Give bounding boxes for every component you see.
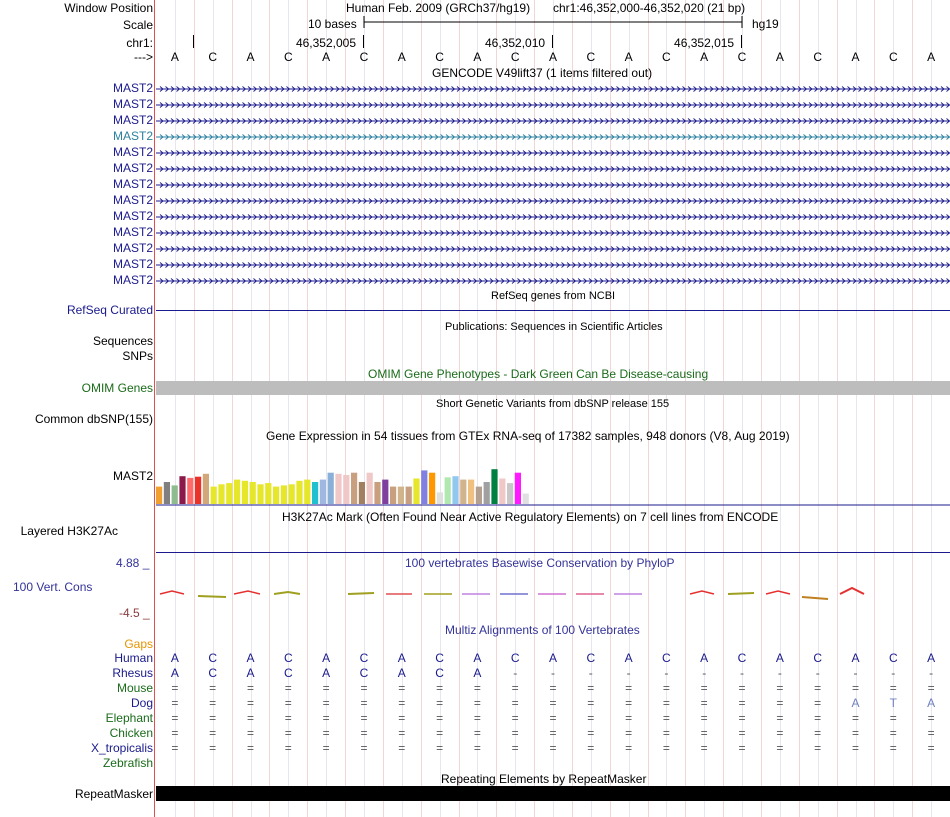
multiz-base: = <box>776 681 784 695</box>
multiz-base: = <box>436 681 444 695</box>
multiz-base: = <box>587 741 595 755</box>
multiz-base: C <box>435 651 444 665</box>
multiz-base: = <box>171 711 179 725</box>
gtex-tissue-bar[interactable] <box>203 474 209 504</box>
multiz-base: A <box>927 696 936 710</box>
multiz-base: = <box>927 711 935 725</box>
phylop-wiggle[interactable] <box>156 580 950 606</box>
multiz-base: C <box>283 666 293 680</box>
sequence-base: C <box>662 50 671 64</box>
multiz-base: A <box>851 696 860 710</box>
h3k27ac-baseline <box>156 552 950 553</box>
repeatmasker-label[interactable]: RepeatMasker <box>74 787 153 801</box>
sequences-label[interactable]: Sequences <box>92 334 153 348</box>
multiz-base: = <box>284 711 292 725</box>
multiz-base: A <box>548 651 557 665</box>
multiz-base: = <box>322 741 330 755</box>
gencode-gene-label[interactable]: MAST2 <box>112 225 153 239</box>
multiz-base: = <box>436 726 444 740</box>
gtex-tissue-bar[interactable] <box>523 494 529 504</box>
multiz-base: = <box>814 681 822 695</box>
multiz-base: = <box>662 741 670 755</box>
sequence-base: A <box>473 50 482 64</box>
multiz-base: = <box>473 681 481 695</box>
sequence-base: A <box>927 50 936 64</box>
sequence-base: A <box>700 50 709 64</box>
multiz-base: = <box>284 696 292 710</box>
refseq-line <box>156 310 950 311</box>
multiz-base: = <box>209 681 217 695</box>
multiz-base: = <box>587 711 595 725</box>
multiz-base: - <box>702 666 707 680</box>
multiz-base: = <box>549 726 557 740</box>
gtex-tissue-bar[interactable] <box>335 474 341 504</box>
gtex-tissue-bar[interactable] <box>499 479 505 505</box>
multiz-base: = <box>171 696 179 710</box>
gtex-tissue-bar[interactable] <box>179 476 185 504</box>
multiz-species-label[interactable]: Elephant <box>105 711 153 725</box>
multiz-base: A <box>473 666 482 680</box>
multiz-base: A <box>170 651 179 665</box>
multiz-base: = <box>511 726 519 740</box>
gtex-tissue-bar[interactable] <box>390 487 396 504</box>
multiz-base: = <box>246 741 254 755</box>
multiz-base: = <box>473 696 481 710</box>
multiz-base: = <box>662 696 670 710</box>
multiz-base: C <box>586 651 596 665</box>
refseq-title: RefSeq genes from NCBI <box>491 290 616 302</box>
coordinate-tick-label: 46,352,010 <box>485 36 546 50</box>
gtex-tissue-bar[interactable] <box>437 492 443 504</box>
gtex-tissue-bar[interactable] <box>281 485 287 504</box>
gaps-label: Gaps <box>124 637 153 651</box>
sequence-base: C <box>283 50 293 64</box>
multiz-base: A <box>170 666 179 680</box>
sequence-base: C <box>737 50 747 64</box>
gencode-gene-label[interactable]: MAST2 <box>112 177 153 191</box>
multiz-base: = <box>511 681 519 695</box>
strand-label: ---> <box>134 50 153 64</box>
gencode-transcript[interactable] <box>156 131 950 143</box>
multiz-base: = <box>398 681 406 695</box>
scale-bar <box>362 14 746 30</box>
omim-title: OMIM Gene Phenotypes - Dark Green Can Be Disease-causing <box>368 367 709 381</box>
sequence-base: C <box>813 50 823 64</box>
scale-text: 10 bases <box>308 17 357 31</box>
gtex-tissue-bar[interactable] <box>515 473 521 504</box>
dbsnp-title: Short Genetic Variants from dbSNP release 155 <box>436 398 670 410</box>
multiz-base: A <box>700 651 709 665</box>
multiz-base: = <box>473 726 481 740</box>
gtex-tissue-bar[interactable] <box>491 469 497 504</box>
multiz-base: C <box>208 651 218 665</box>
multiz-base: = <box>738 711 746 725</box>
multiz-base: C <box>208 666 218 680</box>
multiz-base: - <box>588 666 593 680</box>
multiz-base: = <box>889 741 897 755</box>
gtex-title: Gene Expression in 54 tissues from GTEx RNA-seq of 17382 samples, 948 donors (V8, Aug 2019) <box>266 429 790 443</box>
gtex-label[interactable]: MAST2 <box>112 469 153 483</box>
multiz-base: = <box>851 741 859 755</box>
multiz-base: = <box>209 696 217 710</box>
gtex-tissue-bar[interactable] <box>421 470 427 504</box>
multiz-base: C <box>435 666 444 680</box>
gencode-transcript[interactable] <box>156 243 950 255</box>
multiz-base: = <box>587 681 595 695</box>
sequence-base: C <box>586 50 596 64</box>
multiz-base: C <box>737 651 747 665</box>
gencode-gene-label[interactable]: MAST2 <box>112 145 153 159</box>
gtex-tissue-bar[interactable] <box>445 477 451 504</box>
multiz-base: A <box>246 651 255 665</box>
multiz-base: - <box>664 666 669 680</box>
gtex-tissue-bar[interactable] <box>374 482 380 504</box>
gtex-tissue-bar[interactable] <box>406 487 412 504</box>
gencode-transcript[interactable] <box>156 227 950 239</box>
gtex-tissue-bar[interactable] <box>398 487 404 504</box>
label-separator <box>154 0 155 817</box>
multiz-base: = <box>360 711 368 725</box>
multiz-base: - <box>740 666 744 680</box>
gencode-title: GENCODE V49lift37 (1 items filtered out) <box>432 66 653 80</box>
multiz-base: = <box>209 726 217 740</box>
h3k27ac-title: H3K27Ac Mark (Often Found Near Active Regulatory Elements) on 7 cell lines from ENCODE <box>282 510 779 524</box>
gencode-transcript[interactable] <box>156 195 950 207</box>
multiz-base: = <box>738 726 746 740</box>
multiz-base: = <box>776 696 784 710</box>
multiz-base: = <box>851 681 859 695</box>
multiz-base: = <box>814 696 822 710</box>
gtex-tissue-bar[interactable] <box>429 473 435 504</box>
multiz-base: = <box>851 711 859 725</box>
gtex-tissue-bar[interactable] <box>242 481 248 504</box>
multiz-base: = <box>322 711 330 725</box>
multiz-base: = <box>889 681 897 695</box>
multiz-base: A <box>473 651 482 665</box>
multiz-base: C <box>813 651 823 665</box>
multiz-base: A <box>246 666 255 680</box>
gtex-tissue-bar[interactable] <box>452 476 458 504</box>
sequence-base: C <box>435 50 444 64</box>
gencode-transcript[interactable] <box>156 83 950 95</box>
multiz-base: = <box>776 711 784 725</box>
multiz-base: = <box>700 696 708 710</box>
multiz-base: = <box>738 741 746 755</box>
multiz-base: - <box>815 666 820 680</box>
multiz-base: C <box>359 651 369 665</box>
scale-db: hg19 <box>752 17 779 31</box>
multiz-base: = <box>473 741 481 755</box>
multiz-base: = <box>889 711 897 725</box>
gtex-tissue-bar[interactable] <box>164 482 170 504</box>
refseq-label[interactable]: RefSeq Curated <box>66 303 153 317</box>
multiz-base: A <box>397 666 406 680</box>
gtex-tissue-bar[interactable] <box>250 482 256 504</box>
gtex-tissue-bar[interactable] <box>226 483 232 504</box>
gtex-tissue-bar[interactable] <box>312 482 318 504</box>
multiz-base: = <box>738 681 746 695</box>
multiz-base: = <box>927 741 935 755</box>
gtex-tissue-bar[interactable] <box>234 480 240 504</box>
gencode-gene-label[interactable]: MAST2 <box>112 97 153 111</box>
multiz-base: = <box>851 726 859 740</box>
sequence-base: A <box>624 50 633 64</box>
multiz-base: C <box>510 651 520 665</box>
phylop-title: 100 vertebrates Basewise Conservation by PhyloP <box>405 556 675 570</box>
sequence-base: A <box>322 50 331 64</box>
assembly-title: Human Feb. 2009 (GRCh37/hg19) <box>346 1 531 15</box>
multiz-base: = <box>322 726 330 740</box>
sequence-base: C <box>359 50 369 64</box>
coordinate-tick <box>552 35 553 48</box>
gtex-bar-chart[interactable] <box>156 444 950 506</box>
multiz-base: = <box>587 726 595 740</box>
multiz-base: = <box>171 741 179 755</box>
gencode-gene-label[interactable]: MAST2 <box>112 81 153 95</box>
phylop-label[interactable]: 100 Vert. Cons <box>13 580 93 594</box>
multiz-base: = <box>360 681 368 695</box>
multiz-title: Multiz Alignments of 100 Vertebrates <box>445 623 640 637</box>
multiz-base: A <box>624 651 633 665</box>
multiz-base: = <box>814 726 822 740</box>
sequence-base: C <box>510 50 520 64</box>
multiz-base: = <box>625 741 633 755</box>
sequence-base: A <box>170 50 179 64</box>
sequence-base: A <box>548 50 557 64</box>
multiz-base: = <box>322 681 330 695</box>
multiz-base: = <box>436 741 444 755</box>
multiz-base: A <box>397 651 406 665</box>
scale-label: Scale <box>122 18 153 32</box>
gencode-gene-label[interactable]: MAST2 <box>112 161 153 175</box>
multiz-base: = <box>700 711 708 725</box>
multiz-base: = <box>814 741 822 755</box>
multiz-base: = <box>209 711 217 725</box>
gencode-transcript[interactable] <box>156 163 950 175</box>
multiz-base: = <box>436 711 444 725</box>
gtex-tissue-bar[interactable] <box>476 487 482 504</box>
multiz-base: = <box>700 741 708 755</box>
multiz-base: = <box>927 681 935 695</box>
dbsnp-label[interactable]: Common dbSNP(155) <box>34 412 153 426</box>
multiz-base: A <box>322 651 331 665</box>
gencode-transcript[interactable] <box>156 115 950 127</box>
multiz-base: = <box>776 741 784 755</box>
gtex-tissue-bar[interactable] <box>304 480 310 504</box>
gtex-tissue-bar[interactable] <box>187 478 193 504</box>
multiz-base: = <box>662 711 670 725</box>
multiz-base: = <box>322 696 330 710</box>
gtex-tissue-bar[interactable] <box>211 487 217 504</box>
multiz-base: - <box>551 666 555 680</box>
multiz-species-label[interactable]: Chicken <box>109 726 153 740</box>
snps-label[interactable]: SNPs <box>122 349 153 363</box>
phylop-ymax: 4.88 _ <box>116 556 150 570</box>
multiz-base: C <box>888 651 898 665</box>
multiz-base: A <box>927 651 936 665</box>
multiz-base: = <box>246 696 254 710</box>
multiz-base: = <box>360 741 368 755</box>
multiz-base: = <box>246 681 254 695</box>
omim-label[interactable]: OMIM Genes <box>81 381 153 395</box>
multiz-base: = <box>171 681 179 695</box>
multiz-base: = <box>246 726 254 740</box>
phylop-ymin: -4.5 _ <box>119 606 150 620</box>
gtex-tissue-bar[interactable] <box>328 473 334 504</box>
position-readout: chr1:46,352,000-46,352,020 (21 bp) <box>553 1 746 15</box>
multiz-base: = <box>549 741 557 755</box>
gencode-transcript[interactable] <box>156 275 950 287</box>
multiz-base: = <box>360 696 368 710</box>
gtex-tissue-bar[interactable] <box>257 484 263 504</box>
multiz-base: = <box>549 711 557 725</box>
multiz-species-label[interactable]: Dog <box>130 696 153 710</box>
multiz-base: = <box>398 696 406 710</box>
gtex-tissue-bar[interactable] <box>265 483 271 504</box>
multiz-species-label[interactable]: Zebrafish <box>102 756 153 770</box>
multiz-base: = <box>814 711 822 725</box>
multiz-base: T <box>889 696 897 710</box>
gtex-tissue-bar[interactable] <box>172 485 178 504</box>
multiz-base: = <box>360 726 368 740</box>
gtex-tissue-bar[interactable] <box>367 473 373 504</box>
multiz-base: C <box>359 666 369 680</box>
h3k27ac-label[interactable]: Layered H3K27Ac <box>20 524 118 538</box>
gtex-tissue-bar[interactable] <box>507 483 513 504</box>
multiz-base: - <box>777 666 782 680</box>
sequence-base: A <box>775 50 784 64</box>
gencode-transcript[interactable] <box>156 211 950 223</box>
multiz-base: = <box>511 741 519 755</box>
multiz-base: = <box>776 726 784 740</box>
sequence-base: A <box>851 50 860 64</box>
repeatmasker-bar[interactable] <box>156 786 950 801</box>
gtex-tissue-bar[interactable] <box>218 484 224 504</box>
multiz-base: - <box>513 666 518 680</box>
gtex-tissue-bar[interactable] <box>343 475 349 504</box>
chr-label: chr1: <box>126 36 153 50</box>
sequence-base: C <box>208 50 218 64</box>
multiz-base: = <box>284 741 292 755</box>
multiz-base: - <box>891 666 896 680</box>
gtex-tissue-bar[interactable] <box>382 480 388 504</box>
coordinate-tick-label: 46,352,005 <box>295 36 356 50</box>
multiz-base: = <box>738 696 746 710</box>
gencode-transcript[interactable] <box>156 99 950 111</box>
multiz-base: = <box>662 681 670 695</box>
gtex-tissue-bar[interactable] <box>484 482 490 504</box>
multiz-species-label[interactable]: Rhesus <box>112 666 153 680</box>
multiz-base: = <box>549 696 557 710</box>
multiz-base: = <box>625 696 633 710</box>
multiz-species-label[interactable]: Human <box>114 651 153 665</box>
multiz-base: = <box>927 726 935 740</box>
gtex-tissue-bar[interactable] <box>460 480 466 504</box>
multiz-base: = <box>398 741 406 755</box>
gtex-tissue-bar[interactable] <box>468 480 474 504</box>
multiz-base: = <box>700 726 708 740</box>
multiz-base: = <box>625 681 633 695</box>
gtex-tissue-bar[interactable] <box>195 477 201 504</box>
gtex-tissue-bar[interactable] <box>320 480 326 504</box>
multiz-base: = <box>889 726 897 740</box>
multiz-base: = <box>662 726 670 740</box>
gtex-tissue-bar[interactable] <box>156 487 162 504</box>
gencode-gene-label[interactable]: MAST2 <box>112 113 153 127</box>
gtex-tissue-bar[interactable] <box>413 479 419 505</box>
gencode-gene-label[interactable]: MAST2 <box>112 241 153 255</box>
multiz-base: C <box>283 651 293 665</box>
coordinate-tick-label: 46,352,015 <box>674 36 735 50</box>
gencode-gene-label[interactable]: MAST2 <box>112 257 153 271</box>
publications-title: Publications: Sequences in Scientific Articles <box>445 321 663 333</box>
gencode-gene-label[interactable]: MAST2 <box>112 193 153 207</box>
coordinate-tick <box>741 35 742 48</box>
multiz-base: = <box>587 696 595 710</box>
gtex-tissue-bar[interactable] <box>351 473 357 504</box>
gencode-gene-label[interactable]: MAST2 <box>112 273 153 287</box>
multiz-base: = <box>209 741 217 755</box>
sequence-base: C <box>888 50 898 64</box>
multiz-base: = <box>511 711 519 725</box>
multiz-base: - <box>626 666 631 680</box>
gencode-transcript[interactable] <box>156 179 950 191</box>
coordinate-tick <box>193 35 194 48</box>
sequence-base: A <box>397 50 406 64</box>
sequence-base: A <box>246 50 255 64</box>
omim-bar[interactable] <box>156 381 950 395</box>
multiz-base: = <box>284 681 292 695</box>
gtex-tissue-bar[interactable] <box>296 481 302 504</box>
multiz-species-label[interactable]: X_tropicalis <box>90 741 153 755</box>
window-position-label: Window Position <box>64 1 153 15</box>
repeatmasker-title: Repeating Elements by RepeatMasker <box>441 772 647 786</box>
multiz-base: = <box>171 726 179 740</box>
multiz-base: = <box>246 711 254 725</box>
multiz-base: = <box>473 711 481 725</box>
multiz-base: = <box>700 681 708 695</box>
multiz-base: = <box>511 696 519 710</box>
coordinate-tick <box>363 35 364 48</box>
multiz-base: = <box>625 711 633 725</box>
gtex-tissue-bar[interactable] <box>359 482 365 504</box>
multiz-base: C <box>662 651 671 665</box>
gencode-gene-label[interactable]: MAST2 <box>112 209 153 223</box>
gencode-transcript[interactable] <box>156 147 950 159</box>
gtex-tissue-bar[interactable] <box>289 484 295 504</box>
multiz-base: - <box>929 666 934 680</box>
multiz-base: = <box>398 711 406 725</box>
multiz-base: = <box>398 726 406 740</box>
gencode-gene-label[interactable]: MAST2 <box>112 129 153 143</box>
multiz-base: - <box>853 666 858 680</box>
multiz-base: = <box>284 726 292 740</box>
multiz-base: A <box>851 651 860 665</box>
multiz-species-label[interactable]: Mouse <box>116 681 153 695</box>
multiz-base: = <box>625 726 633 740</box>
gtex-tissue-bar[interactable] <box>273 487 279 504</box>
multiz-base: A <box>322 666 331 680</box>
multiz-base: = <box>436 696 444 710</box>
multiz-base: A <box>775 651 784 665</box>
gencode-transcript[interactable] <box>156 259 950 271</box>
multiz-base: = <box>549 681 557 695</box>
